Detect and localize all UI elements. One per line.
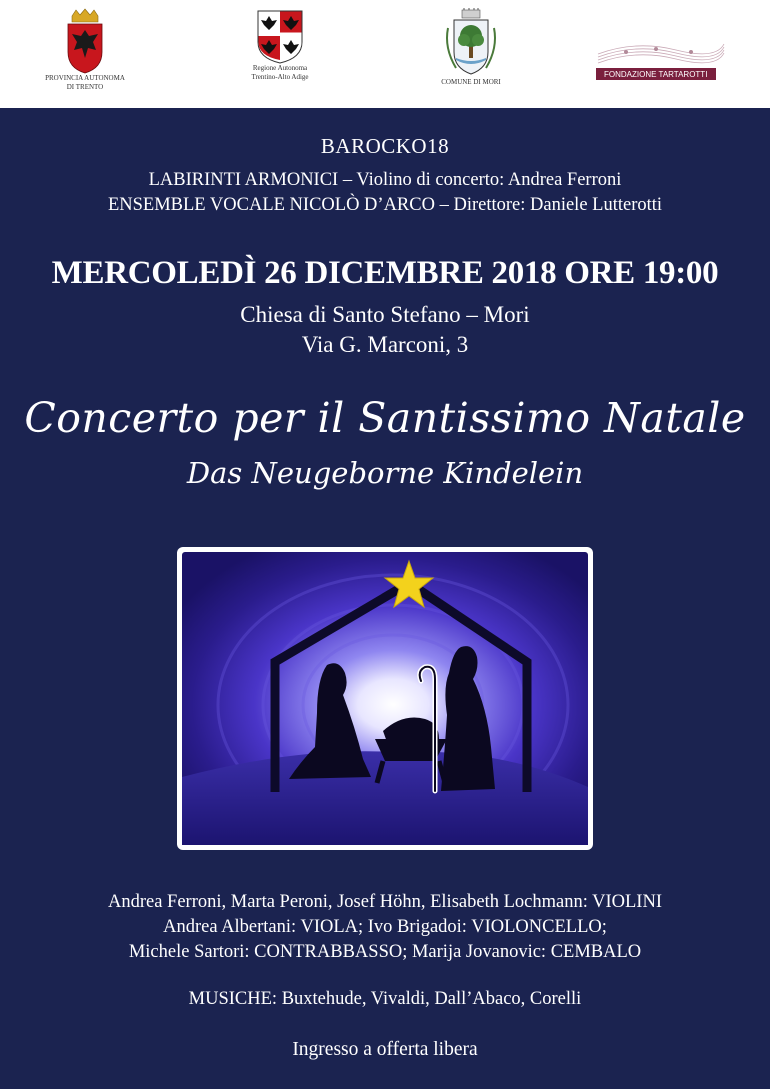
series-title: BAROCKO18 [320,134,450,158]
musicians-line-3: Michele Sartori: CONTRABBASSO; Marija Jovanovic: CEMBALO [128,942,642,962]
musicians-line-1: Andrea Ferroni, Marta Peroni, Josef Höhn, Elisabeth Lochmann: VIOLINI [107,892,662,912]
logo-caption: COMUNE DI MORI [441,78,501,86]
tartarotti-label: FONDAZIONE TARTAROTTI [604,70,708,79]
eagle-crest-icon [62,8,108,74]
logo-caption: PROVINCIA AUTONOMA [45,74,125,82]
concert-title: Concerto per il Santissimo Natale [24,394,746,442]
quartered-shield-icon [255,8,305,64]
concert-subtitle: Das Neugeborne Kindelein [186,456,584,490]
music-staff-icon [596,36,726,84]
venue: Chiesa di Santo Stefano – Mori [240,302,530,327]
logo-caption: Trentino-Alto Adige [251,73,309,81]
ensemble-line-2: ENSEMBLE VOCALE NICOLÒ D’ARCO – Direttore: Daniele Lutterotti [107,195,663,215]
address: Via G. Marconi, 3 [301,332,469,357]
tree-crest-icon [442,8,500,78]
logo-header [0,0,770,108]
music-program: MUSICHE: Buxtehude, Vivaldi, Dall’Abaco, Corelli [188,989,582,1009]
logo-provincia-trento [40,8,130,92]
logo-fondazione-tartarotti [596,36,726,84]
ensemble-line-1: LABIRINTI ARMONICI – Violino di concerto: Andrea Ferroni [148,170,622,190]
logo-caption: Regione Autonoma [252,64,308,72]
nativity-illustration [177,547,593,850]
admission-note: Ingresso a offerta libera [292,1039,478,1060]
musicians-line-2: Andrea Albertani: VIOLA; Ivo Brigadoi: VIOLONCELLO; [163,917,607,937]
logo-comune-mori [426,8,516,87]
logo-caption: DI TRENTO [66,83,104,91]
logo-regione-trentino [230,8,330,82]
event-date: MERCOLEDÌ 26 DICEMBRE 2018 ORE 19:00 [51,255,719,291]
